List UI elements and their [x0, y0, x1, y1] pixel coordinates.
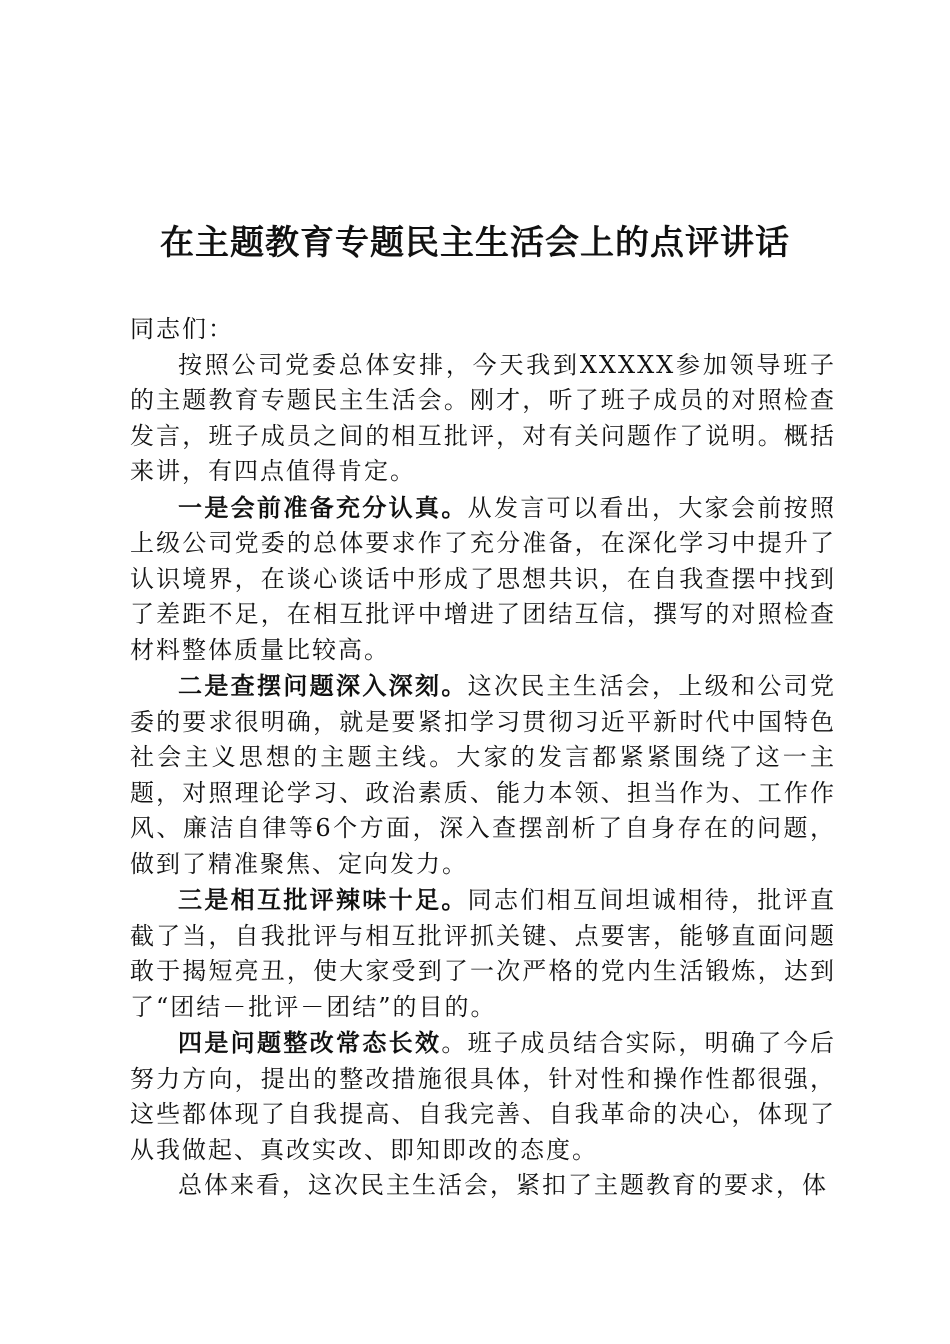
paragraph-lead: 三是相互批评辣味十足。	[178, 885, 468, 914]
paragraph-text: 这次民主生活会，上级和公司党委的要求很明确，就是要紧扣学习贯彻习近平新时代中国特色社会主义思想的主题主线。大家的发言都紧紧围绕了这一主题，对照理论学习、政治素质、能力本领、担当作为、工作作风、廉洁自律等6个方面，深入查摆剖析了自身存在的问题，做到了精准聚焦、定向发力。	[130, 672, 837, 878]
paragraph-text: 总体来看，这次民主生活会，紧扣了主题教育的要求，体	[178, 1171, 828, 1199]
paragraph-lead: 二是查摆问题深入深刻。	[178, 671, 468, 700]
salutation: 同志们：	[130, 315, 234, 343]
paragraph-text: 。班子成员结合实际，明确了今后努力方向，提出的整改措施很具体，针对性和操作性都很强，这些都体现了自我提高、自我完善、自我革命的决心，体现了从我做起、真改实改、即知即改的态度。	[130, 1029, 837, 1164]
document-body	[130, 312, 836, 1204]
paragraph-summary	[130, 1168, 836, 1204]
paragraph-point-1	[130, 490, 836, 669]
paragraph-point-4	[130, 1025, 836, 1168]
document-title: 在主题教育专题民主生活会上的点评讲话	[160, 223, 790, 263]
paragraph-text: 同志们相互间坦诚相待，批评直截了当，自我批评与相互批评抓关键、点要害，能够直面问题敢于揭短亮丑，使大家受到了一次严格的党内生活锻炼，达到了“团结－批评－团结”的目的。	[130, 886, 837, 1021]
paragraph-intro	[130, 348, 836, 490]
paragraph-point-3	[130, 882, 836, 1025]
paragraph-lead: 一是会前准备充分认真。	[178, 492, 468, 522]
paragraph-lead: 四是问题整改常态长效	[178, 1028, 442, 1057]
paragraph-text: 按照公司党委总体安排，今天我到XXXXX参加领导班子的主题教育专题民主生活会。刚才，听了班子成员的对照检查发言，班子成员之间的相互批评，对有关问题作了说明。概括来讲，有四点值得肯定。	[130, 350, 836, 485]
paragraph-text: 从发言可以看出，大家会前按照上级公司党委的总体要求作了充分准备，在深化学习中提升了认识境界，在谈心谈话中形成了思想共识，在自我查摆中找到了差距不足，在相互批评中增进了团结互信，撰写的对照检查材料整体质量比较高。	[130, 493, 837, 664]
paragraph-point-2	[130, 668, 836, 882]
